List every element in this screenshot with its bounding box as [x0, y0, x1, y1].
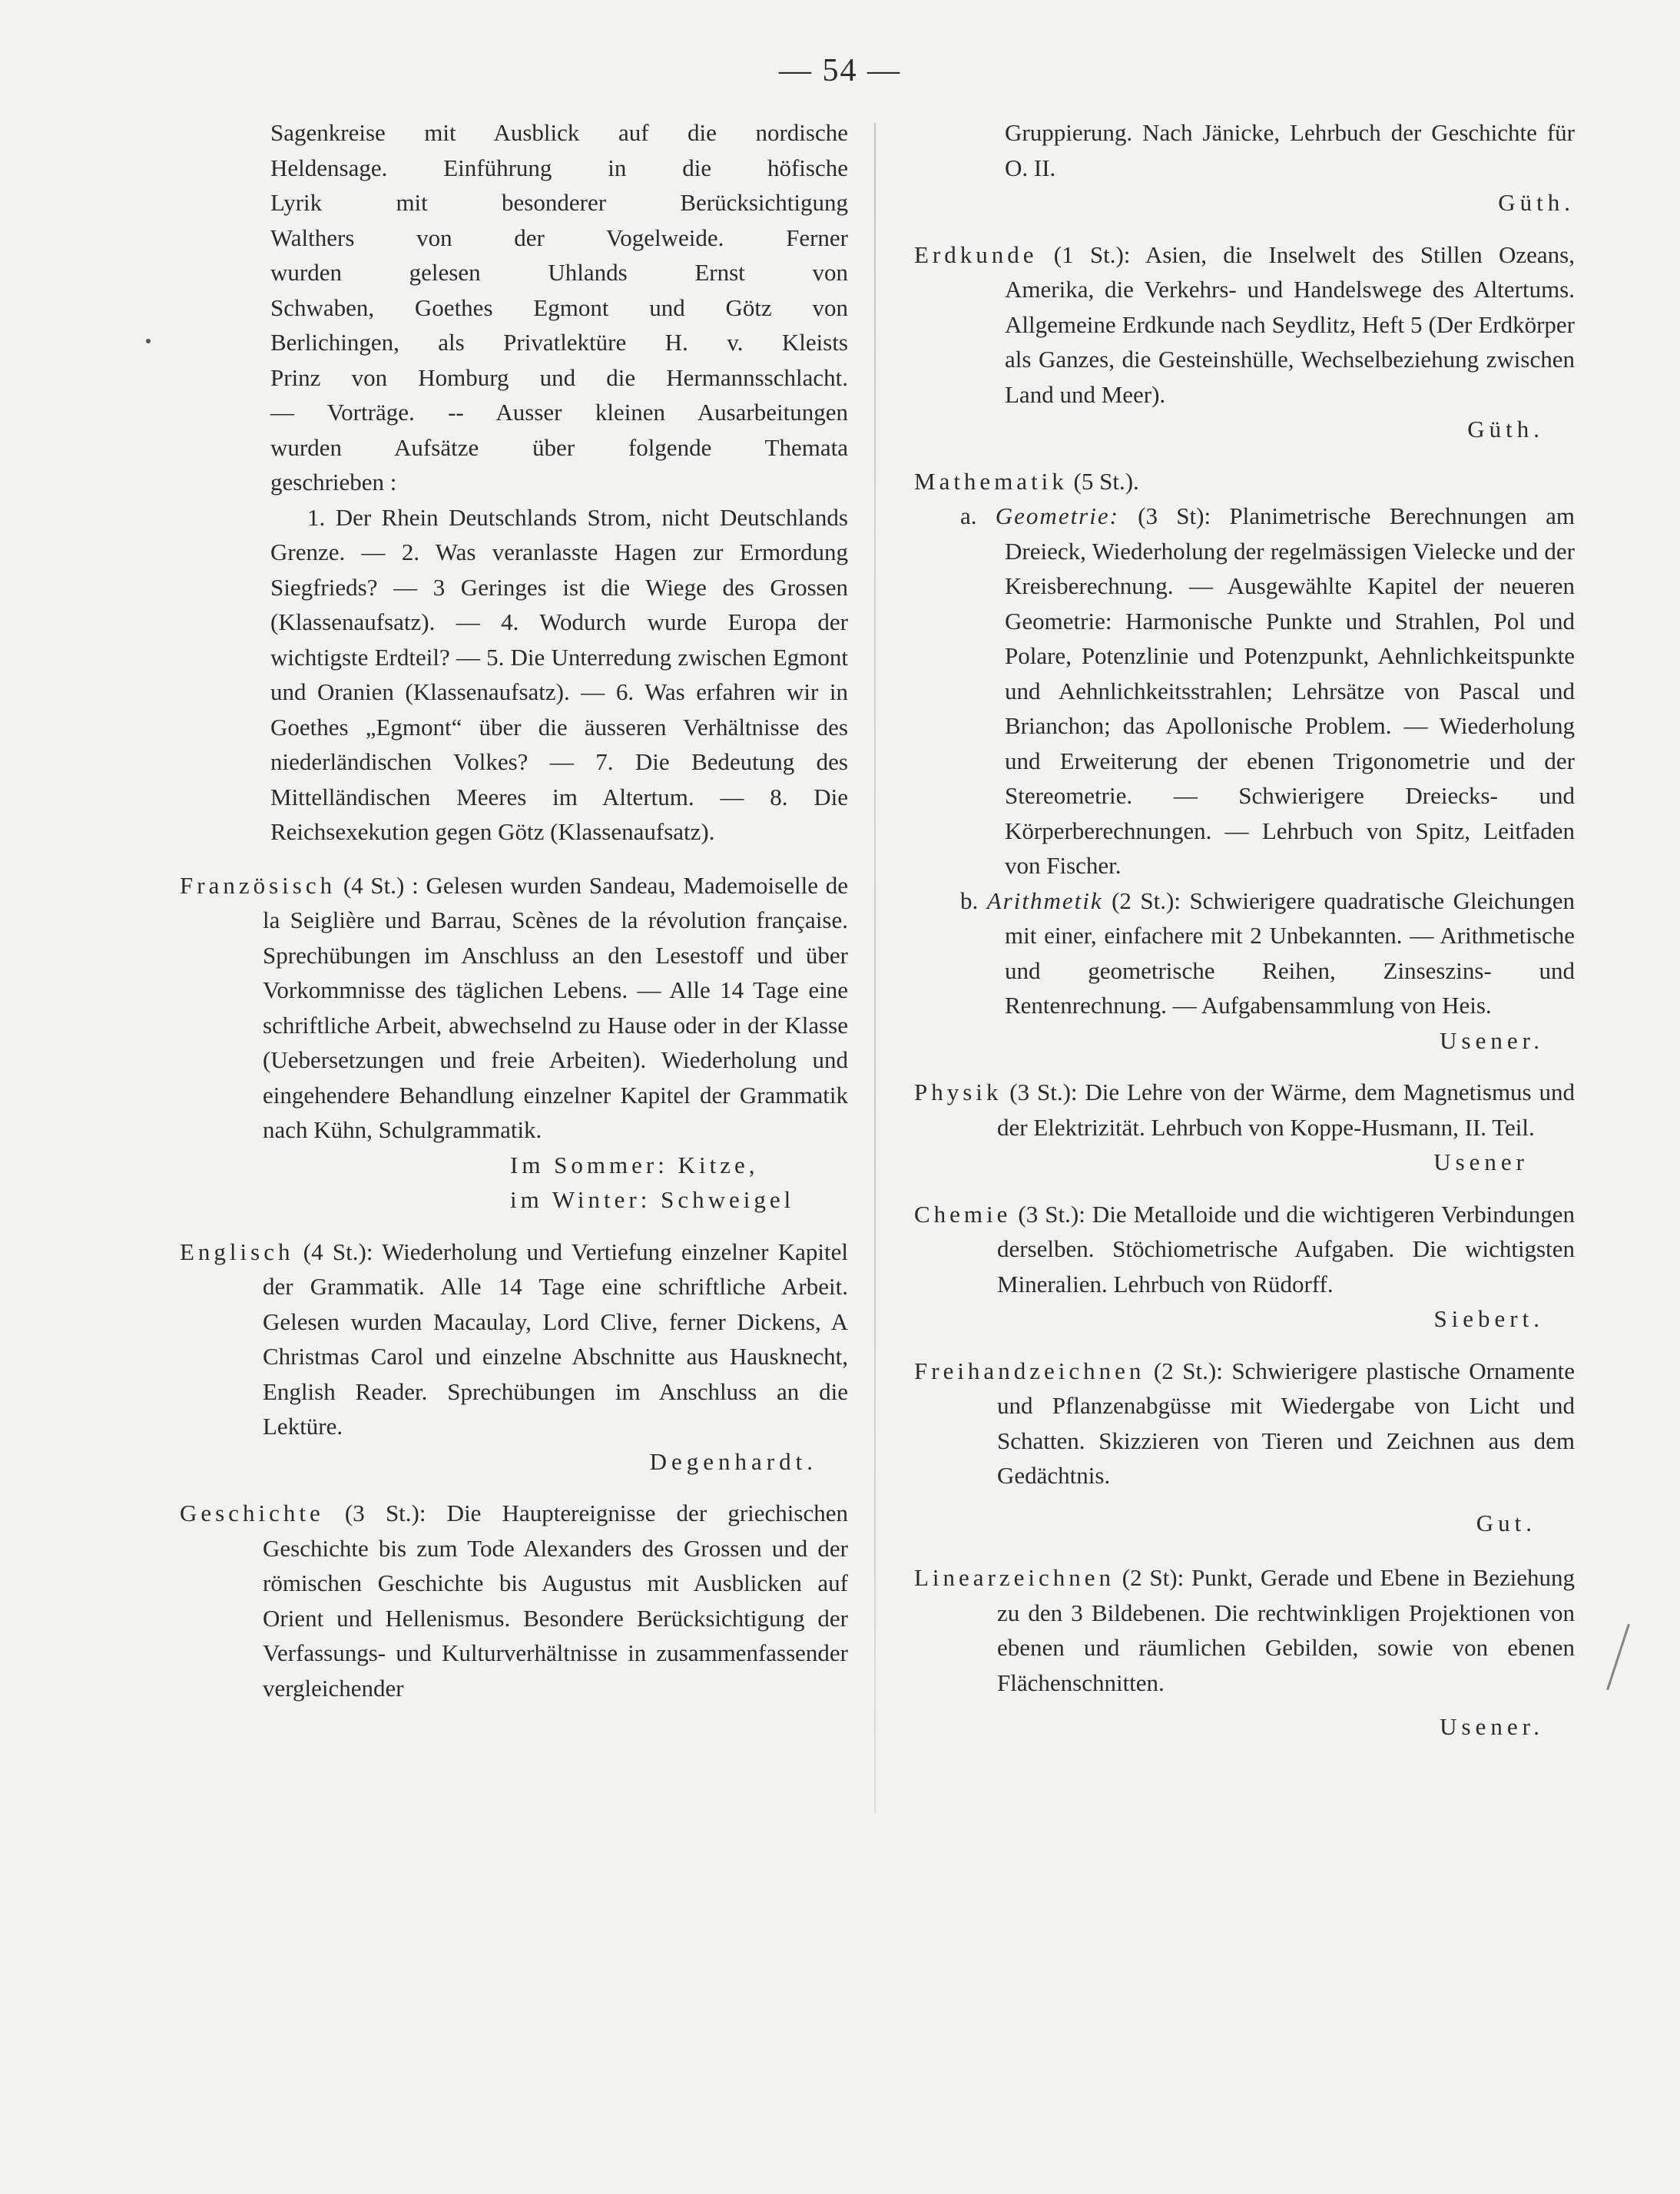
section-franzoesisch: [180, 868, 848, 1218]
subject-text: (3 St.): Die Hauptereignisse der griechischen Geschichte bis zum Tode Alexanders des Grossen und der römischen Geschichte bis Augustus mit Ausblicken auf Orient und Hellenismus. Besondere Berücksichtigung der Verfassungs- und Kulturverhältnisse in zusammenfassender vergleichender: [263, 1500, 848, 1702]
sub-heading: Arithmetik: [986, 887, 1103, 914]
subject-text: (3 St.): Die Metalloide und die wichtigeren Verbindungen derselben. Stöchiometrische Aufgaben. Die wichtigsten Mineralien. Lehrbuch von Rüdorff.: [997, 1200, 1575, 1298]
item-label: b.: [960, 887, 979, 914]
right-column: [914, 115, 1575, 1761]
intro-line: wurden Aufsätze über folgende Themata: [270, 433, 848, 461]
teacher-names: [510, 1148, 848, 1218]
intro-line: Lyrik mit besonderer Berücksichtigung: [270, 189, 848, 216]
subject-heading: Physik: [914, 1079, 1002, 1105]
subject-text: (1 St.): Asien, die Inselwelt des Stillen Ozeans, Amerika, die Verkehrs- und Handelswege des Altertums. Allgemeine Erdkunde nach Seydlitz, Heft 5 (Der Erdkörper als Ganzes, die Gesteinshülle, Wechselbeziehung zwischen Land und Meer).: [1005, 240, 1575, 408]
teacher-name: Gut.: [1476, 1509, 1536, 1536]
subject-heading: Mathematik: [914, 467, 1068, 495]
column-divider: [874, 123, 876, 1813]
mathematik-arithmetik: [914, 883, 1575, 1023]
teacher-name: Usener.: [1440, 1026, 1544, 1054]
subject-heading: Freihandzeichnen: [914, 1357, 1145, 1384]
teacher-name: Güth.: [1498, 189, 1575, 216]
mathematik-geometrie: [914, 499, 1575, 883]
teacher-name: Güth.: [1467, 416, 1544, 442]
teacher-name: Usener: [1433, 1148, 1529, 1175]
section-chemie: [914, 1197, 1575, 1337]
intro-line: geschrieben :: [270, 469, 397, 495]
page-number: — 54 —: [779, 53, 901, 88]
subject-heading: Erdkunde: [914, 240, 1038, 268]
essay-themes-text: 1. Der Rhein Deutschlands Strom, nicht Deutschlands Grenze. — 2. Was veranlasste Hagen zur Ermordung Siegfrieds? — 3 Geringes ist die Wiege des Grossen (Klassenaufsatz). — 4. Wodurch wurde Europa der wichtigste Erdteil? — 5. Die Unterredung zwischen Egmont und Oranien (Klassenaufsatz). — 6. Was erfahren wir in Goethes „Egmont“ über die äusseren Verhältnisse des niederländischen Volkes? — 7. Die Bedeutung des Mittelländischen Meeres im Altertum. — 8. Die Reichsexekution gegen Götz (Klassenaufsatz).: [270, 503, 848, 845]
subject-text: Gruppierung. Nach Jänicke, Lehrbuch der Geschichte für O. II.: [1005, 119, 1575, 181]
intro-line: Schwaben, Goethes Egmont und Götz von: [270, 293, 848, 321]
section-mathematik: [914, 464, 1575, 1059]
subject-heading: Englisch: [180, 1238, 294, 1265]
left-column: [180, 115, 848, 1722]
intro-line: Heldensage. Einführung in die höfische: [270, 154, 848, 181]
subject-text: (4 St.) : Gelesen wurden Sandeau, Mademoiselle de la Seiglière und Barrau, Scènes de la révolution française. Sprechübungen im Anschluss an den Lesestoff und über Vorkommnisse des täglichen Lebens. — Alle 14 Tage eine schriftliche Arbeit, abwechselnd zu Hause oder in der Klasse (Uebersetzungen und freie Arbeiten). Wiederholung und eingehendere Behandlung einzelner Kapitel der Grammatik nach Kühn, Schulgrammatik.: [263, 871, 848, 1143]
subject-text: (2 St): Punkt, Gerade und Ebene in Beziehung zu den 3 Bildebenen. Die rechtwinkligen Projektionen von ebenen und räumlichen Gebilden, sowie von ebenen Flächenschnitten.: [997, 1564, 1575, 1696]
teacher-summer: Im Sommer: Kitze,: [510, 1151, 759, 1178]
item-label: a.: [960, 502, 977, 529]
section-englisch: [180, 1235, 848, 1480]
deutsch-intro: [180, 115, 848, 500]
teacher-name: Degenhardt.: [649, 1447, 817, 1475]
intro-line: Sagenkreise mit Ausblick auf die nordische: [270, 119, 848, 146]
intro-line: wurden gelesen Uhlands Ernst von: [270, 259, 848, 286]
teacher-winter: im Winter: Schweigel: [510, 1186, 795, 1213]
margin-dot: [146, 339, 151, 343]
subject-hours: (5 St.).: [1067, 467, 1139, 495]
section-geschichte-continued: [914, 115, 1575, 220]
intro-line: Prinz von Homburg und die Hermannsschlacht.: [270, 363, 848, 391]
section-erdkunde: [914, 237, 1575, 447]
subject-text: (2 St.): Schwierigere plastische Ornamente und Pflanzenabgüsse mit Wiedergabe von Licht und Schatten. Skizzieren von Tieren und Zeichnen aus dem Gedächtnis.: [997, 1357, 1575, 1489]
essay-themes: [180, 500, 848, 850]
margin-slash-mark: [1606, 1624, 1630, 1691]
section-geschichte: [180, 1496, 848, 1705]
subject-text: (3 St): Planimetrische Berechnungen am Dreieck, Wiederholung der regelmässigen Vielecke und der Kreisberechnung. — Ausgewählte Kapitel der neueren Geometrie: Harmonische Punkte und Strahlen, Pol und Polare, Potenzlinie und Potenzpunkt, Aehnlichkeitspunkte und Aehnlichkeitsstrahlen; Lehrsätze von Pascal und Brianchon; das Apollonische Problem. — Wiederholung und Erweiterung der ebenen Trigonometrie und der Stereometrie. — Schwierigere Dreiecks- und Körperberechnungen. — Lehrbuch von Spitz, Leitfaden von Fischer.: [1005, 502, 1575, 879]
sub-heading: Geometrie:: [995, 502, 1119, 529]
section-linearzeichnen: [914, 1560, 1575, 1745]
subject-heading: Chemie: [914, 1200, 1012, 1228]
subject-heading: Geschichte: [180, 1500, 324, 1526]
subject-text: (4 St.): Wiederholung und Vertiefung einzelner Kapitel der Grammatik. Alle 14 Tage eine schriftliche Arbeit. Gelesen wurden Macaulay, Lord Clive, ferner Dickens, A Christmas Carol und einzelne Abschnitte aus Hausknecht, English Reader. Sprechübungen im Anschluss an die Lektüre.: [263, 1238, 848, 1440]
subject-text: (3 St.): Die Lehre von der Wärme, dem Magnetismus und der Elektrizität. Lehrbuch von Koppe-Husmann, II. Teil.: [997, 1079, 1575, 1141]
intro-line: — Vorträge. -- Ausser kleinen Ausarbeitungen: [270, 399, 848, 426]
teacher-name: Siebert.: [1433, 1305, 1544, 1332]
subject-heading: Französisch: [180, 871, 336, 899]
subject-text: (2 St.): Schwierigere quadratische Gleichungen mit einer, einfachere mit 2 Unbekannten. — Arithmetische und geometrische Reihen, Zinseszins- und Rentenrechnung. — Aufgabensammlung von Heis.: [1005, 887, 1575, 1019]
subject-heading: Linearzeichnen: [914, 1564, 1115, 1591]
intro-line: Berlichingen, als Privatlektüre H. v. Kleists: [270, 329, 848, 356]
intro-line: Walthers von der Vogelweide. Ferner: [270, 224, 848, 251]
section-freihandzeichnen: [914, 1354, 1575, 1541]
teacher-name: Usener.: [1440, 1713, 1544, 1740]
section-physik: [914, 1075, 1575, 1180]
